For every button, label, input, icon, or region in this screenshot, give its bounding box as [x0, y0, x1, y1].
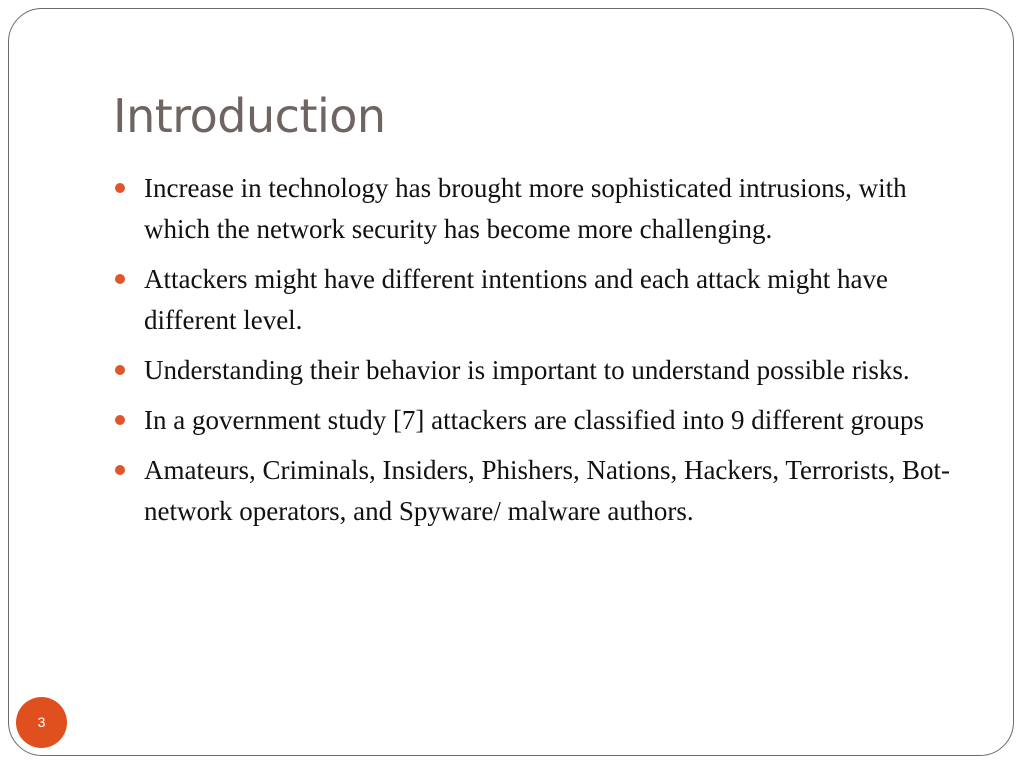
bullet-item	[115, 259, 965, 341]
bullet-dot-icon	[115, 415, 125, 425]
bullet-dot-icon	[115, 365, 125, 375]
bullet-item	[115, 400, 965, 441]
bullet-item	[115, 450, 965, 532]
bullet-dot-icon	[115, 274, 125, 284]
bullet-text: Understanding their behavior is important to understand possible risks.	[144, 355, 910, 385]
bullet-dot-icon	[115, 183, 125, 193]
bullet-text: Increase in technology has brought more sophisticated intrusions, with which the network security has become more challenging.	[144, 173, 907, 244]
bullet-text: Amateurs, Criminals, Insiders, Phishers, Nations, Hackers, Terrorists, Bot-network operators, and Spyware/ malware authors.	[144, 455, 950, 526]
bullet-text: In a government study [7] attackers are classified into 9 different groups	[144, 405, 924, 435]
bullet-item	[115, 350, 965, 391]
bullet-dot-icon	[115, 465, 125, 475]
page-number-badge: 3	[16, 697, 67, 748]
slide-title: Introduction	[113, 89, 386, 143]
bullet-list	[115, 168, 965, 541]
bullet-text: Attackers might have different intentions and each attack might have different level.	[144, 264, 888, 335]
bullet-item	[115, 168, 965, 250]
